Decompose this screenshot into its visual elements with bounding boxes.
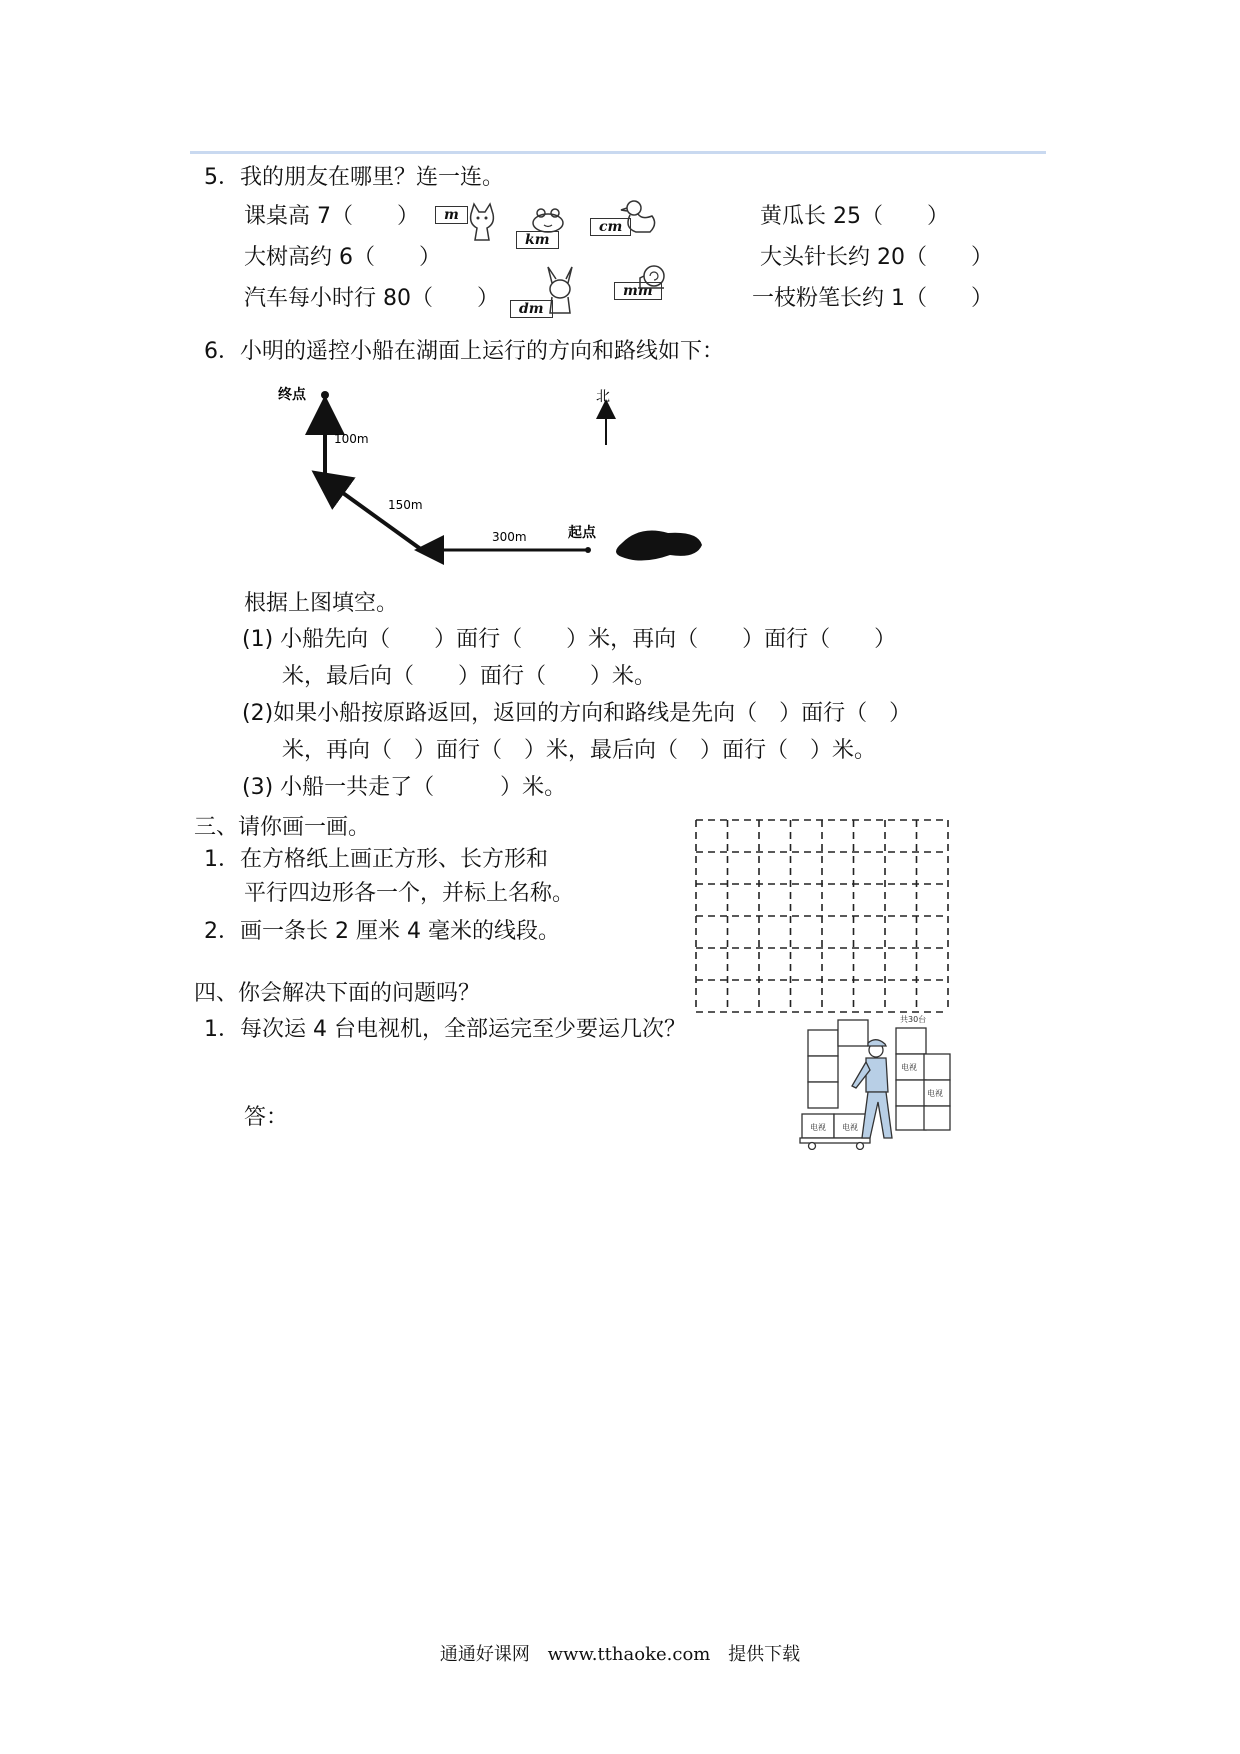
boat-route-diagram	[270, 375, 710, 575]
section3-item2: 2．画一条长 2 厘米 4 毫米的线段。	[204, 919, 560, 944]
q5-right-item-1: 黄瓜长 25（ ）	[760, 204, 949, 229]
q6-part1-line2: 米，最后向（ ）面行（ ）米。	[282, 664, 657, 689]
section4-title: 四、你会解决下面的问题吗？	[194, 981, 481, 1006]
section3-title: 三、请你画一画。	[194, 815, 371, 840]
footer-suffix: 提供下载	[728, 1644, 801, 1665]
start-point	[585, 547, 591, 553]
end-label: 终点	[278, 387, 306, 403]
tv-total-label: 共30台	[900, 1015, 927, 1024]
page-footer	[0, 1640, 1240, 1666]
tv-box-label-2: 电视	[842, 1123, 858, 1132]
section4-item1: 1．每次运 4 台电视机，全部运完至少要运几次？	[204, 1017, 686, 1042]
tv-box-label-1: 电视	[810, 1123, 826, 1132]
q6-fill-intro: 根据上图填空。	[244, 591, 399, 616]
rabbit-icon	[540, 265, 580, 315]
tv-box-label-4: 电视	[927, 1089, 943, 1098]
frog-icon	[528, 205, 568, 235]
unit-tag-cm: cm	[590, 218, 631, 236]
footer-url[interactable]: www.tthaoke.com	[547, 1644, 711, 1665]
duck-icon	[620, 198, 660, 238]
segment-label-150m: 150m	[388, 498, 423, 512]
snail-icon	[636, 262, 668, 292]
segment-label-100m: 100m	[334, 432, 369, 446]
q5-left-item-3: 汽车每小时行 80（ ）	[244, 286, 499, 311]
q5-left-item-1: 课桌高 7（ ）	[244, 204, 419, 229]
q6-part3: (3) 小船一共走了（ ）米。	[242, 775, 567, 800]
grid-paper[interactable]	[694, 818, 950, 1014]
section3-item1-line2: 平行四边形各一个，并标上名称。	[244, 881, 575, 906]
cat-icon	[465, 200, 499, 242]
q6-part1-line1: (1) 小船先向（ ）面行（ ）米，再向（ ）面行（ ）	[242, 627, 897, 652]
q5-right-item-3: 一枝粉笔长约 1（ ）	[752, 286, 993, 311]
header-rule	[190, 151, 1046, 154]
unit-tag-dm: dm	[510, 300, 553, 318]
q5-right-item-2: 大头针长约 20（ ）	[760, 245, 993, 270]
q5-title: 5．我的朋友在哪里？连一连。	[204, 165, 504, 190]
footer-site-name: 通通好课网	[439, 1644, 530, 1665]
unit-tag-mm: mm	[614, 282, 662, 300]
q6-part2-line2: 米，再向（ ）面行（ ）米，最后向（ ）面行（ ）米。	[282, 738, 877, 763]
lake-shape	[616, 531, 702, 561]
q5-left-item-2: 大树高约 6（ ）	[244, 245, 441, 270]
worker-tv-illustration	[796, 1010, 956, 1150]
unit-tag-m: m	[435, 206, 468, 224]
north-label: 北	[596, 389, 610, 405]
route-segment-northwest	[318, 475, 422, 550]
q6-title: 6．小明的遥控小船在湖面上运行的方向和路线如下：	[204, 339, 724, 364]
start-label: 起点	[568, 525, 596, 541]
end-point	[321, 391, 329, 399]
section3-item1-line1: 1．在方格纸上画正方形、长方形和	[204, 847, 548, 872]
unit-tag-km: km	[516, 231, 559, 249]
tv-box-label-3: 电视	[901, 1063, 917, 1072]
answer-label: 答：	[244, 1105, 289, 1130]
segment-label-300m: 300m	[492, 530, 527, 544]
q6-part2-line1: (2)如果小船按原路返回，返回的方向和路线是先向（ ）面行（ ）	[242, 701, 912, 726]
